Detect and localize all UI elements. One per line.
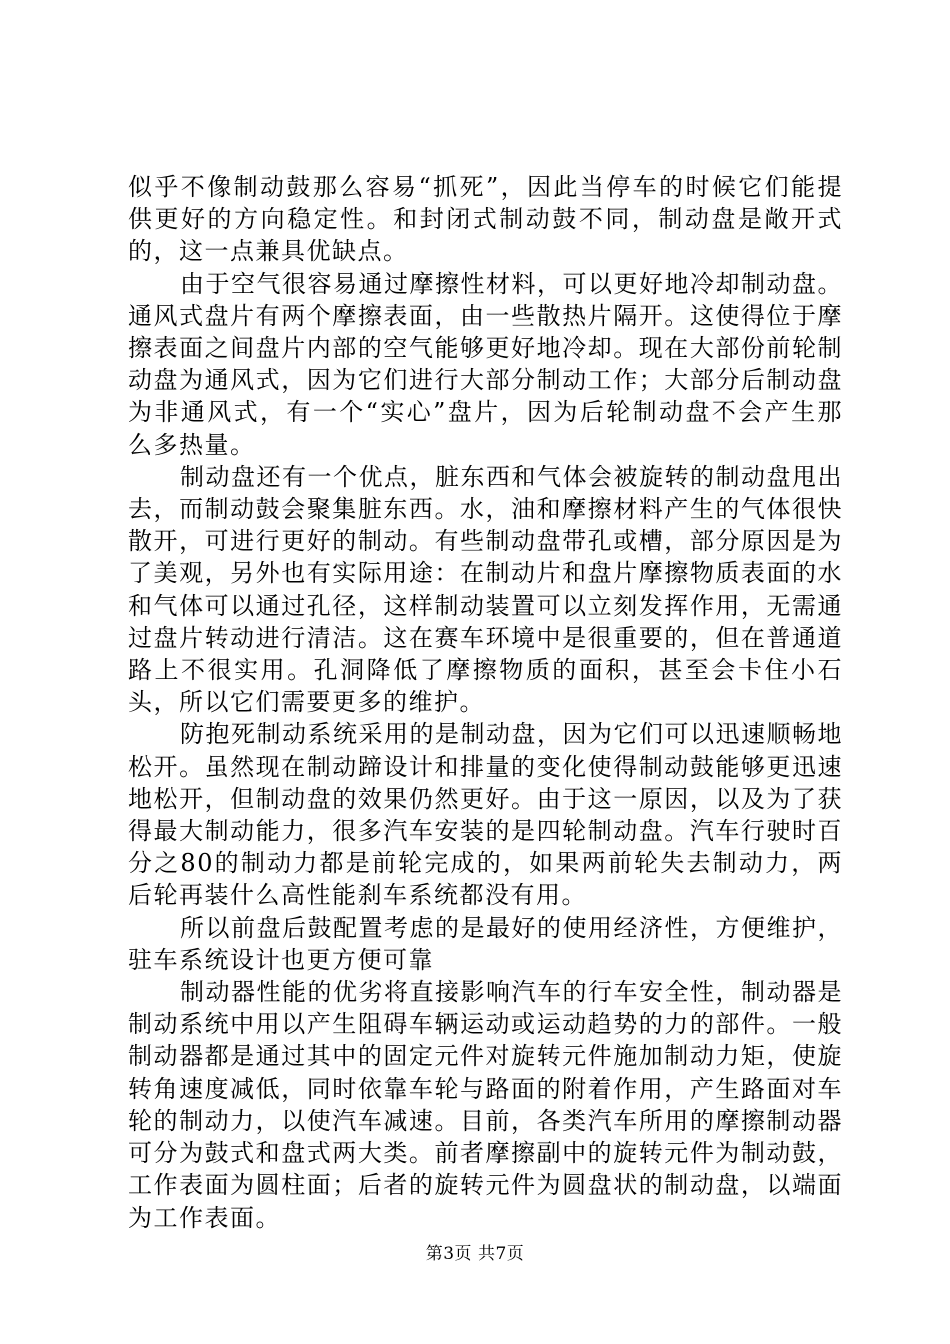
paragraph-4: 防抱死制动系统采用的是制动盘，因为它们可以迅速顺畅地松开。虽然现在制动蹄设计和排量的变化使得制动鼓能够更迅速地松开，但制动盘的效果仍然更好。由于这一原因，以及为了获得最大制动能力，很多汽车安装的是四轮制动盘。汽车行驶时百分之80的制动力都是前轮完成的，如果两前轮失去制动力，两后轮再装什么高性能刹车系统都没有用。 bbox=[128, 720, 843, 910]
paragraph-5: 所以前盘后鼓配置考虑的是最好的使用经济性，方便维护，驻车系统设计也更方便可靠 bbox=[128, 913, 843, 974]
paragraph-1: 似乎不像制动鼓那么容易“抓死”，因此当停车的时候它们能提供更好的方向稳定性。和封闭式制动鼓不同，制动盘是敞开式的，这一点兼具优缺点。 bbox=[128, 173, 843, 266]
paragraph-6: 制动器性能的优劣将直接影响汽车的行车安全性，制动器是制动系统中用以产生阻碍车辆运动或运动趋势的力的部件。一般制动器都是通过其中的固定元件对旋转元件施加制动力矩，使旋转角速度减低，同时依靠车轮与路面的附着作用，产生路面对车轮的制动力，以使汽车减速。目前，各类汽车所用的摩擦制动器可分为鼓式和盘式两大类。前者摩擦副中的旋转元件为制动鼓，工作表面为圆柱面；后者的旋转元件为圆盘状的制动盘，以端面为工作表面。 bbox=[128, 978, 843, 1232]
paragraph-3: 制动盘还有一个优点，脏东西和气体会被旋转的制动盘甩出去，而制动鼓会聚集脏东西。水，油和摩擦材料产生的气体很快散开，可进行更好的制动。有些制动盘带孔或槽，部分原因是为了美观，另外也有实际用途：在制动片和盘片摩擦物质表面的水和气体可以通过孔径，这样制动装置可以立刻发挥作用，无需通过盘片转动进行清洁。这在赛车环境中是很重要的，但在普通道路上不很实用。孔洞降低了摩擦物质的面积，甚至会卡住小石头，所以它们需要更多的维护。 bbox=[128, 462, 843, 717]
document-body bbox=[128, 171, 843, 1234]
paragraph-2: 由于空气很容易通过摩擦性材料，可以更好地冷却制动盘。通风式盘片有两个摩擦表面，由一些散热片隔开。这使得位于摩擦表面之间盘片内部的空气能够更好地冷却。现在大部份前轮制动盘为通风式，因为它们进行大部分制动工作；大部分后制动盘为非通风式，有一个“实心”盘片，因为后轮制动盘不会产生那么多热量。 bbox=[128, 269, 843, 459]
page-number-footer: 第3页 共7页 bbox=[425, 1244, 525, 1264]
